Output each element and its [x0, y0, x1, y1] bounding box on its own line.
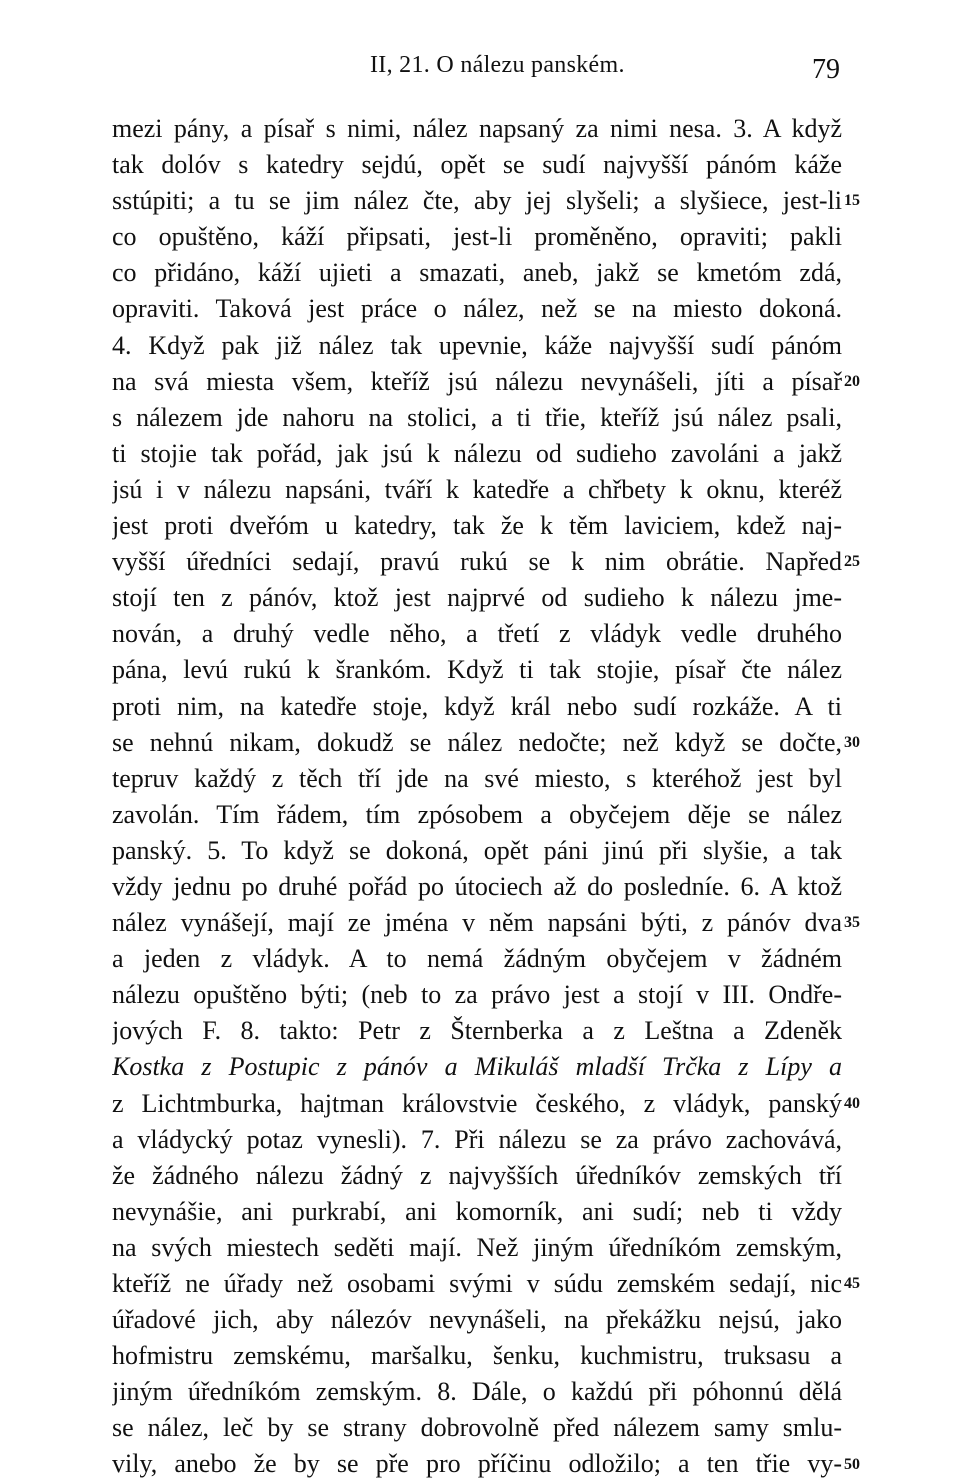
text-line: a vládycký potaz vynesli). 7. Při nálezu se za právo zachovává, — [112, 1124, 842, 1154]
text-line: vždy jednu po druhé pořád po útociech až do posledníe. 6. A ktož — [112, 871, 842, 901]
margin-line-number: 30 — [844, 734, 860, 751]
text-line: nálezu opuštěno býti; (neb to za právo jest a stojí v III. Ondře- — [112, 980, 842, 1010]
text-line: zavolán. Tím řádem, tím zpósobem a obyčejem děje se nález — [112, 799, 842, 829]
text-line: 4. Když pak již nález tak upevnie, káže najvyšší sudí pánóm — [112, 330, 842, 360]
text-line: a jeden z vládyk. A to nemá žádným obyčejem v žádném — [112, 944, 842, 974]
text-line: úřadové jich, aby nálezóv nevynášeli, na překážku nejsú, jako — [112, 1305, 842, 1335]
text-line: proti nim, na katedře stoje, když král nebo sudí rozkáže. A ti — [112, 691, 842, 721]
text-line: vyšší úředníci sedají, pravú rukú se k nim obrátie. Napřed — [112, 547, 842, 577]
margin-line-number: 35 — [844, 914, 860, 931]
text-line: kteříž ne úřady než osobami svými v súdu zemském sedají, nic — [112, 1269, 842, 1298]
text-line: na svá miesta všem, kteříž jsú nálezu nevynášeli, jíti a písař — [112, 366, 842, 396]
text-line: vily, anebo že by se pře pro příčinu odložilo; a ten třie vy- — [112, 1449, 842, 1479]
text-line: jest proti dveřóm u katedry, tak že k těm laviciem, kdež naj- — [112, 511, 842, 541]
text-line: nevynášie, ani purkrabí, ani komorník, ani sudí; neb ti vždy — [112, 1196, 842, 1226]
text-line: co opuštěno, káží připsati, jest-li proměněno, opraviti; pakli — [112, 222, 842, 252]
text-line: se nehnú nikam, dokudž se nález nedočte; než když se dočte, — [112, 727, 842, 757]
running-header — [0, 52, 960, 92]
margin-line-number: 45 — [844, 1275, 860, 1292]
text-line: mezi pány, a písař s nimi, nález napsaný za nimi nesa. 3. A když — [112, 114, 842, 143]
text-line: opraviti. Taková jest práce o nález, než se na miesto dokoná. — [112, 294, 842, 324]
text-line: stojí ten z pánóv, ktož jest najprvé od sudieho k nálezu jme- — [112, 583, 842, 613]
text-line: jových F. 8. takto: Petr z Šternberka a z Leštna a Zdeněk — [112, 1016, 842, 1046]
text-line: co přidáno, káží ujieti a smazati, aneb, jakž se kmetóm zdá, — [112, 258, 842, 288]
text-line: tepruv každý z těch tří jde na své miesto, s kteréhož jest byl — [112, 763, 842, 793]
text-line: s nálezem jde nahoru na stolici, a ti třie, kteříž jsú nález psali, — [112, 402, 842, 432]
text-line: jiným úředníkóm zemským. 8. Dále, o každú při póhonnú dělá — [112, 1377, 842, 1407]
text-line: sstúpiti; a tu se jim nález čte, aby jej slyšeli; a slyšiece, jest-li — [112, 186, 842, 216]
running-title: II, 21. O nálezu panském. — [370, 52, 625, 78]
margin-line-number: 25 — [844, 553, 860, 570]
text-line: tak dolóv s katedry sejdú, opět se sudí najvyšší pánóm káže — [112, 150, 842, 180]
page-number: 79 — [812, 54, 840, 85]
text-line: se nález, leč by se strany dobrovolně před nálezem samy smlu- — [112, 1413, 842, 1443]
margin-line-number: 50 — [844, 1456, 860, 1473]
text-line: na svých miestech seděti mají. Než jiným úředníkóm zemským, — [112, 1232, 842, 1262]
text-line: nález vynášejí, mají ze jména v něm napsáni býti, z pánóv dva — [112, 908, 842, 938]
margin-line-number: 20 — [844, 373, 860, 390]
margin-line-number: 15 — [844, 192, 860, 209]
text-line: jsú i v nálezu napsáni, tváří k katedře a chřbety k oknu, kteréž — [112, 474, 842, 504]
text-line: hofmistru zemskému, maršalku, šenku, kuchmistru, truksasu a — [112, 1341, 842, 1371]
text-line: z Lichtmburka, hajtman královstvie českého, z vládyk, panský — [112, 1088, 842, 1118]
text-line: nován, a druhý vedle něho, a třetí z vládyk vedle druhého — [112, 619, 842, 649]
body-text — [112, 111, 842, 1483]
text-line: že žádného nálezu žádný z najvyšších úředníkóv zemských tří — [112, 1160, 842, 1190]
margin-line-number: 40 — [844, 1095, 860, 1112]
text-line: panský. 5. To když se dokoná, opět páni jinú při slyšie, a tak — [112, 835, 842, 865]
text-line: ti stojie tak pořád, jak jsú k nálezu od sudieho zavoláni a jakž — [112, 438, 842, 468]
text-line: Kostka z Postupic z pánóv a Mikuláš mladší Trčka z Lípy a — [112, 1052, 842, 1082]
text-line: pána, levú rukú k šrankóm. Když ti tak stojie, písař čte nález — [112, 655, 842, 685]
